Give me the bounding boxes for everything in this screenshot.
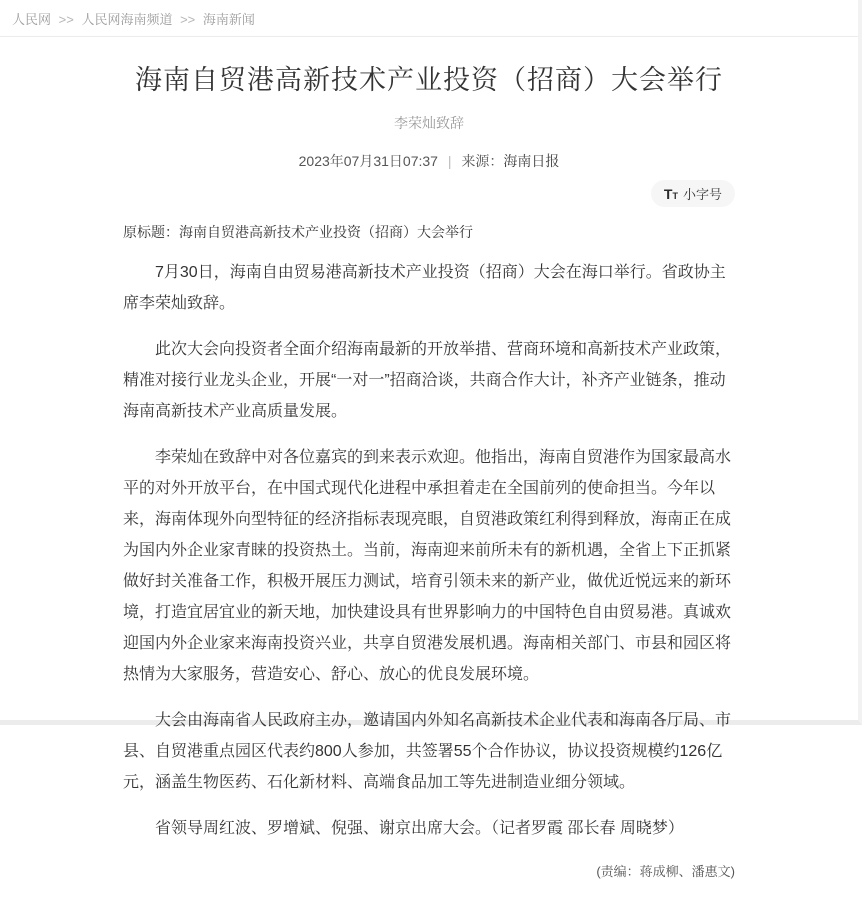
- page-title: 海南自贸港高新技术产业投资（招商）大会举行: [135, 65, 723, 95]
- breadcrumb-link-peoples-daily[interactable]: 人民网: [12, 12, 52, 27]
- breadcrumb-separator: >>: [58, 12, 74, 27]
- paragraph: 大会由海南省人民政府主办，邀请国内外知名高新技术企业代表和海南各厅局、市县、自贸港重点园区代表约800人参加，共签署55个合作协议，协议投资规模约126亿元，涵盖生物医药、石化新材料、高端食品加工等先进制造业细分领域。: [123, 712, 732, 791]
- breadcrumb-separator: >>: [180, 12, 196, 27]
- original-title-text: 海南自贸港高新技术产业投资（招商）大会举行: [179, 224, 473, 240]
- article-subtitle: 李荣灿致辞: [394, 115, 464, 131]
- paragraph: 省领导周红波、罗增斌、倪强、谢京出席大会。（记者罗霞 邵长春 周晓梦）: [155, 820, 684, 837]
- meta-separator: |: [447, 153, 452, 169]
- font-size-button[interactable]: [651, 180, 735, 207]
- article-toolbar: [123, 180, 735, 207]
- font-size-label: 小字号: [682, 187, 722, 202]
- breadcrumb-link-hainan-news[interactable]: 海南新闻: [202, 12, 255, 27]
- editor-credit: (责编：蒋成柳、潘惠文): [596, 864, 735, 879]
- source-label: 来源：: [461, 153, 504, 169]
- article-body: [123, 257, 735, 844]
- paragraph: 李荣灿在致辞中对各位嘉宾的到来表示欢迎。他指出，海南自贸港作为国家最高水平的对外开放平台，在中国式现代化进程中承担着走在全国前列的使命担当。今年以来，海南体现外向型特征的经济指标表现亮眼，自贸港政策红利得到释放，海南正在成为国内外企业家青睐的投资热土。当前，海南迎来前所未有的新机遇，全省上下正抓紧做好封关准备工作，积极开展压力测试，培育引领未来的新产业，做优近悦远来的新环境，打造宜居宜业的新天地，加快建设具有世界影响力的中国特色自由贸易港。真诚欢迎国内外企业家来海南投资兴业，共享自贸港发展机遇。海南相关部门、市县和园区将热情为大家服务，营造安心、舒心、放心的优良发展环境。: [123, 449, 732, 683]
- breadcrumb-link-hainan-channel[interactable]: 人民网海南频道: [81, 12, 173, 27]
- publish-date: 2023年07月31日07:37: [298, 153, 438, 169]
- breadcrumb: [0, 0, 858, 37]
- source-link[interactable]: 海南日报: [503, 153, 560, 169]
- article-content: [123, 37, 735, 898]
- paragraph: 7月30日，海南自由贸易港高新技术产业投资（招商）大会在海口举行。省政协主席李荣灿致辞。: [123, 264, 726, 312]
- original-title: [123, 222, 735, 242]
- font-size-icon: T T: [663, 185, 678, 202]
- original-title-label: 原标题：: [123, 224, 179, 240]
- paragraph: 此次大会向投资者全面介绍海南最新的开放举措、营商环境和高新技术产业政策，精准对接行业龙头企业，开展“一对一”招商洽谈，共商合作大计，补齐产业链条，推动海南高新技术产业高质量发展。: [123, 341, 732, 420]
- article-meta: [123, 151, 735, 171]
